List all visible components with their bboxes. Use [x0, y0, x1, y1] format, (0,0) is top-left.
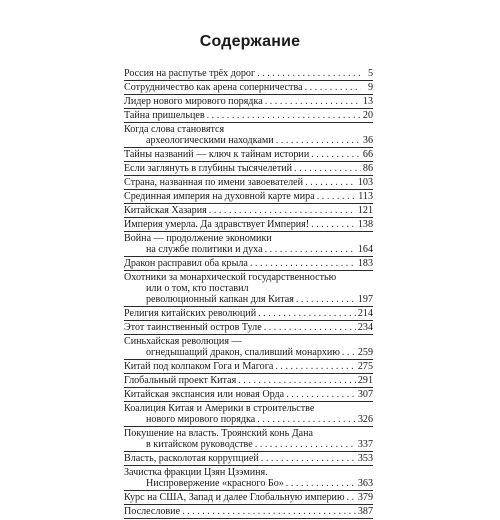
- toc-page-number: 103: [357, 177, 373, 188]
- toc-entry-title: Россия на распутье трёх дорог: [124, 68, 256, 79]
- toc-entry-title: Китайская Хазария: [124, 205, 207, 216]
- toc-entry[interactable]: [124, 322, 373, 335]
- toc-entry-title: Покушение на власть. Троянский конь Дана: [124, 428, 313, 439]
- toc-entry[interactable]: [124, 177, 373, 190]
- toc-entry-title: Коалиция Китая и Америки в строительстве: [124, 403, 315, 414]
- toc-page-number: 363: [357, 478, 373, 489]
- toc-entry-title: Послесловие: [124, 506, 181, 517]
- toc-entry-title: Китай под колпаком Гога и Магога: [124, 361, 274, 372]
- dot-leader: [209, 205, 356, 216]
- dot-leader: [261, 453, 356, 464]
- toc-entry-title: Сотрудничество как арена соперничества: [124, 82, 303, 93]
- toc-entry[interactable]: [124, 467, 373, 491]
- dot-leader: [286, 478, 356, 489]
- toc-entry-title: Синьхайская революция —: [124, 336, 242, 347]
- toc-entry[interactable]: [124, 453, 373, 466]
- toc-entry[interactable]: [124, 149, 373, 162]
- toc-entry-title: Китайская экспансия или новая Орда: [124, 389, 285, 400]
- toc-page-number: 275: [357, 361, 373, 372]
- toc-page-number: 138: [357, 219, 373, 230]
- toc-page-number: 5: [367, 68, 373, 79]
- toc-entry-title: Тайна пришельцев: [124, 110, 205, 121]
- dot-leader: [182, 506, 356, 517]
- toc-page-number: 234: [357, 322, 373, 333]
- toc-entry[interactable]: [124, 191, 373, 204]
- dot-leader: [342, 347, 356, 358]
- toc-entry-title: Война — продолжение экономики: [124, 233, 272, 244]
- toc-page-number: 337: [357, 439, 373, 450]
- toc-entry[interactable]: [124, 272, 373, 307]
- toc-entry-title: революционный капкан для Китая: [146, 294, 294, 305]
- dot-leader: [311, 149, 361, 160]
- toc-page-number: 121: [357, 205, 373, 216]
- dot-leader: [257, 414, 356, 425]
- toc-entry[interactable]: [124, 336, 373, 360]
- toc-entry-title: Империя умерла. Да здравствует Империя!: [124, 219, 310, 230]
- toc-entry-title: Страна, названная по имени завоевателей: [124, 177, 304, 188]
- toc-page-number: 13: [362, 96, 373, 107]
- toc-entry-title: огнедышащий дракон, спаливший монархию: [146, 347, 340, 358]
- dot-leader: [238, 375, 356, 386]
- toc-entry[interactable]: [124, 205, 373, 218]
- toc-page-number: 66: [362, 149, 373, 160]
- dot-leader: [207, 110, 361, 121]
- toc-entry-title: на службе политики и духа: [146, 244, 263, 255]
- toc-entry[interactable]: [124, 82, 373, 95]
- toc-page-number: 307: [357, 389, 373, 400]
- dot-leader: [305, 177, 356, 188]
- toc-entry[interactable]: [124, 506, 373, 519]
- toc-page-number: 20: [362, 110, 373, 121]
- dot-leader: [317, 191, 357, 202]
- toc-page-number: 353: [357, 453, 373, 464]
- toc-page-number: 291: [357, 375, 373, 386]
- toc-page-number: 164: [357, 244, 373, 255]
- dot-leader: [276, 135, 361, 146]
- toc-page-number: 326: [357, 414, 373, 425]
- toc-entry[interactable]: [124, 428, 373, 452]
- toc-entry[interactable]: [124, 163, 373, 176]
- toc-entry-title: археологическими находками: [146, 135, 274, 146]
- toc-entry[interactable]: [124, 110, 373, 123]
- page-title: Содержание: [199, 33, 301, 50]
- toc-entry[interactable]: [124, 68, 373, 81]
- toc-page-number: 113: [358, 191, 373, 202]
- toc-page-number: 36: [362, 135, 373, 146]
- toc-page-number: 86: [362, 163, 373, 174]
- toc-entry-title: Дракон расправил оба крыла: [124, 258, 248, 269]
- dot-leader: [275, 361, 356, 372]
- toc-page-number: 183: [357, 258, 373, 269]
- toc-entry[interactable]: [124, 258, 373, 271]
- toc-entry[interactable]: [124, 124, 373, 148]
- toc-entry-title: нового мирового порядка: [146, 414, 256, 425]
- dot-leader: [265, 96, 361, 107]
- toc-entry-title: Религия китайских революций: [124, 308, 257, 319]
- toc-entry-title: в китайском руководстве: [146, 439, 253, 450]
- toc-entry-title: Ниспровержение «красного Бо»: [146, 478, 284, 489]
- table-of-contents: [124, 68, 373, 520]
- toc-entry-title: Если заглянуть в глубины тысячелетий: [124, 163, 293, 174]
- toc-entry-title: Этот таинственный остров Туле: [124, 322, 262, 333]
- dot-leader: [296, 294, 356, 305]
- toc-page-number: 197: [357, 294, 373, 305]
- toc-page-number: 214: [357, 308, 373, 319]
- toc-entry-title: Когда слова становятся: [124, 124, 225, 135]
- toc-entry[interactable]: [124, 375, 373, 388]
- toc-entry[interactable]: [124, 389, 373, 402]
- toc-entry-title: Зачистка фракции Цзян Цзэминя.: [124, 467, 268, 478]
- dot-leader: [257, 68, 361, 79]
- dot-leader: [347, 492, 356, 503]
- toc-entry[interactable]: [124, 308, 373, 321]
- toc-entry[interactable]: [124, 233, 373, 257]
- dot-leader: [286, 389, 356, 400]
- toc-page-number: 9: [367, 82, 373, 93]
- dot-leader: [250, 258, 356, 269]
- toc-entry-title: или о том, кто поставил: [146, 283, 249, 294]
- dot-leader: [294, 163, 361, 174]
- toc-entry-title: Лидер нового мирового порядка: [124, 96, 263, 107]
- toc-entry-title: Глобальный проект Китая: [124, 375, 237, 386]
- toc-entry[interactable]: [124, 219, 373, 232]
- dot-leader: [311, 219, 356, 230]
- toc-entry-title: Срединная империя на духовной карте мира: [124, 191, 315, 202]
- toc-entry[interactable]: [124, 403, 373, 427]
- toc-entry-title: Тайны названий — ключ к тайнам истории: [124, 149, 310, 160]
- toc-entry[interactable]: [124, 361, 373, 374]
- dot-leader: [265, 244, 356, 255]
- toc-entry-title: Курс на США, Запад и далее Глобальную империю: [124, 492, 345, 503]
- toc-entry-title: Охотники за монархической государственностью: [124, 272, 337, 283]
- dot-leader: [255, 439, 356, 450]
- toc-entry-title: Власть, расколотая коррупцией: [124, 453, 259, 464]
- toc-page-number: 387: [357, 506, 373, 517]
- toc-entry[interactable]: [124, 96, 373, 109]
- toc-page-number: 379: [357, 492, 373, 503]
- toc-entry[interactable]: [124, 492, 373, 505]
- toc-page-number: 259: [357, 347, 373, 358]
- dot-leader: [258, 308, 356, 319]
- dot-leader: [264, 322, 356, 333]
- dot-leader: [305, 82, 361, 93]
